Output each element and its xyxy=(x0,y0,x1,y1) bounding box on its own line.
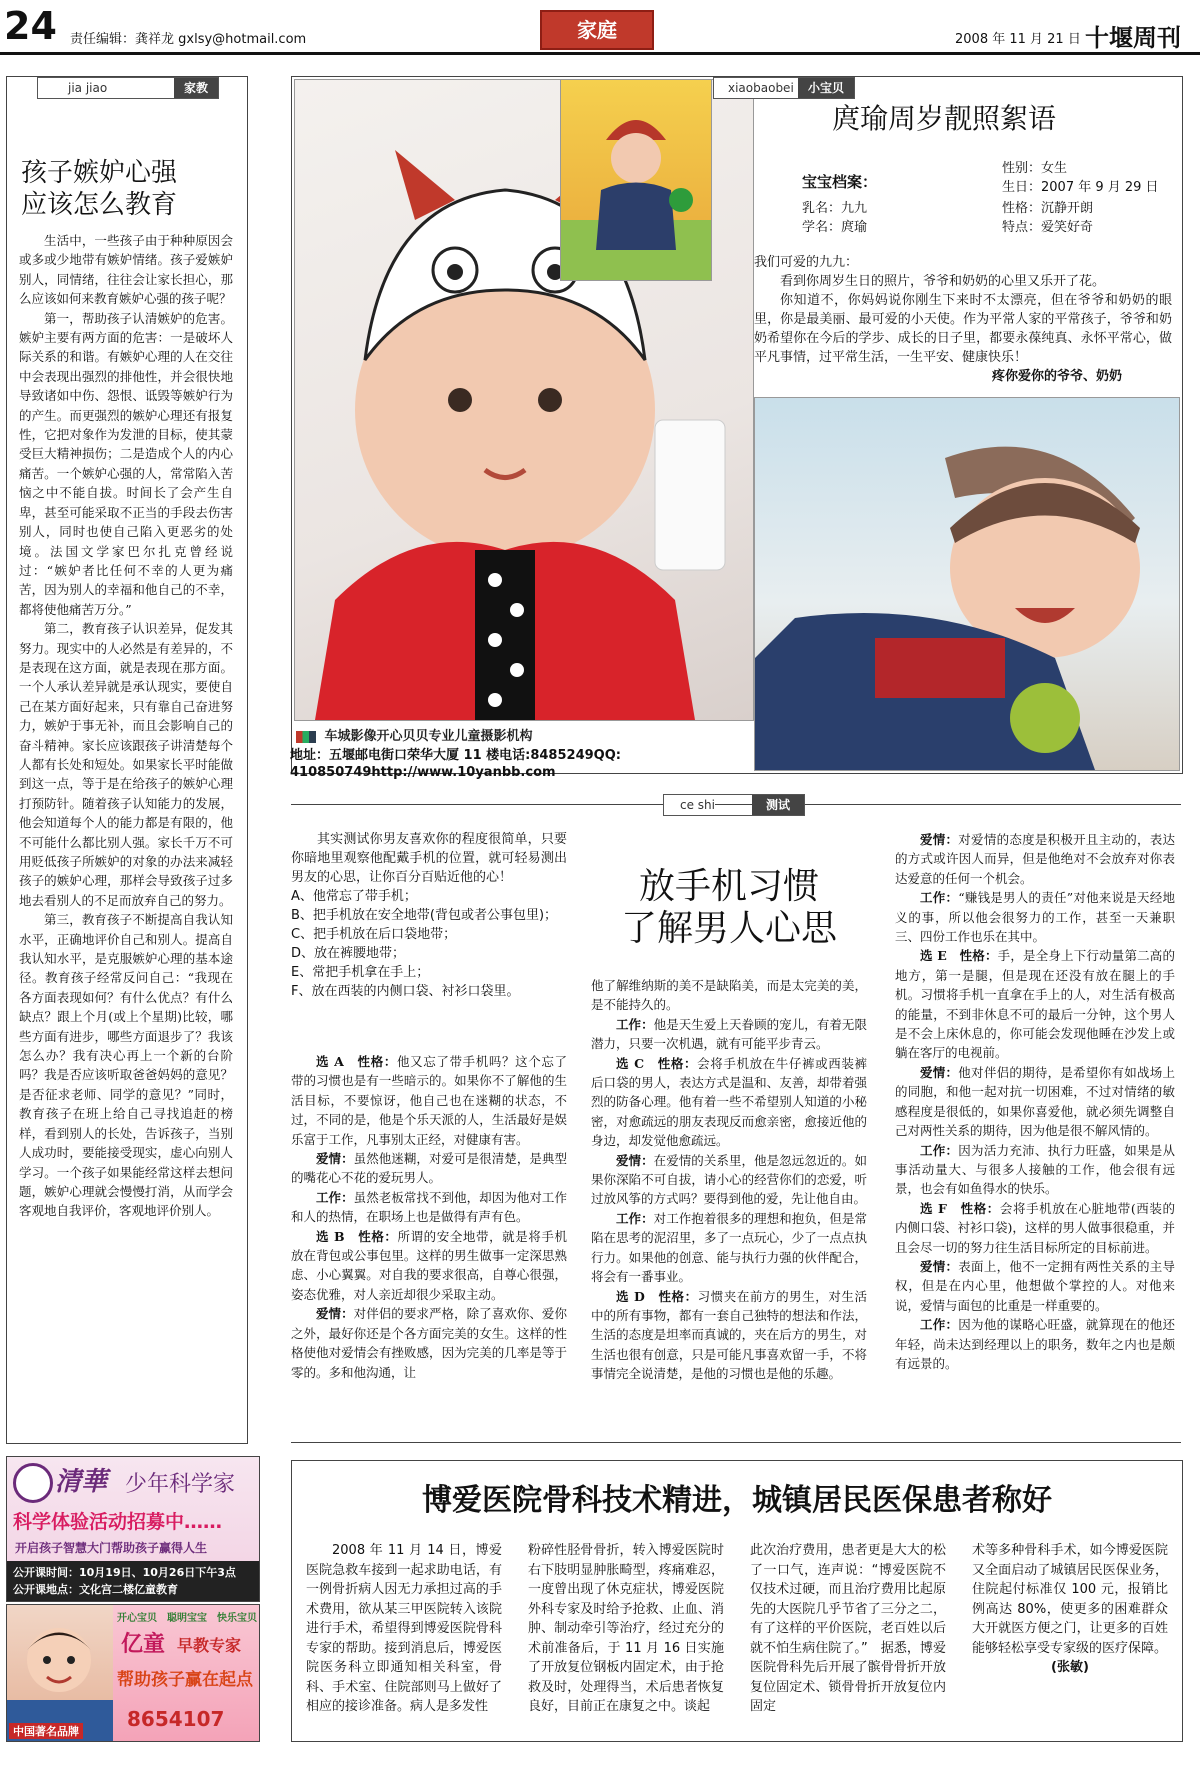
profile-label: 宝宝档案： xyxy=(802,173,878,191)
qinghua-logo: 清華 xyxy=(55,1467,108,1497)
ceshi-item-text: 手，是全身上下行动量第二高的地方，第一是腿，但是现在还没有放在腿上的手机。习惯将手机一直拿在手上的人，对生活有极高的能量，不到非休息不可的最后一分钟，这个男人是不会上床休息的，你可能会发现他睡在沙发上或躺在客厅的电视前。 xyxy=(895,948,1175,1061)
ceshi-item xyxy=(895,888,1175,946)
ceshi-item-lead: 爱情： xyxy=(616,1152,654,1168)
section-title: 家庭 xyxy=(577,18,617,42)
ceshi-title-line2: 了解男人心思 xyxy=(620,908,837,949)
hospital-column: 此次治疗费用，患者更是大大的松了一口气，连声说：“博爱医院不仅技术过硬，而且治疗费用比起原先的大医院几乎节省了三分之二，有了这样的平价医院，老百姓以后就不怕生病住院了。” 据悉，博爱医院骨科先后开展了髌骨骨折开放复位固定术、锁骨骨折开放复位内固定 xyxy=(750,1543,946,1714)
yitong-right xyxy=(113,1605,259,1741)
page-header xyxy=(0,0,1200,56)
qinghua-time: 公开课时间：10月19日、10月26日下午3点 xyxy=(13,1566,236,1579)
xiaobaobei-box xyxy=(290,76,1183,780)
ceshi-item-lead: 爱情： xyxy=(316,1151,354,1167)
jiajiao-title-line1: 孩子嫉妒心强 xyxy=(21,158,178,188)
ceshi-item xyxy=(895,830,1175,888)
issue-date: 2008 年 11 月 21 日 xyxy=(955,32,1081,47)
ceshi-item-lead: 爱情： xyxy=(920,832,959,847)
ceshi-item-text: 虽然他迷糊，对爱可是很清楚，是典型的嘴花心不花的爱玩男人。 xyxy=(291,1151,567,1186)
ceshi-item xyxy=(291,1188,567,1227)
ceshi-item-text: 习惯夹在前方的男生，对生活中的所有事物，都有一套自己独特的想法和作法，生活的态度是坦率而真诚的，夹在后方的男生，对生活也很有创意，只是可能凡事喜欢留一手，不将事情完全说清楚，是他的习惯也是他的乐趣。 xyxy=(591,1288,867,1382)
ceshi-item-lead: 工作： xyxy=(920,890,959,906)
ceshi-title xyxy=(591,866,867,950)
xiaobaobei-tag-en: xiaobaobei xyxy=(714,78,794,98)
ceshi-title-line1: 放手机习惯 xyxy=(638,866,819,907)
ceshi-item-text: 会将手机放在牛仔裤或西装裤后口袋的男人，表达方式是温和、友善，却带着强烈的防备心理。他有着一些不希望别人知道的小秘密，对愈疏远的朋友表现反而愈亲密，愈接近他的身边，却发觉他愈疏远。 xyxy=(591,1055,867,1149)
ceshi-item-text: 他对伴侣的期待，是希望你有如战场上的同胞，和他一起对抗一切困难，不过对情绪的敏感程度是很低的，如果你喜爱他，就必须先调整自己对两性关系的期待，因为他是很不解风情的。 xyxy=(895,1064,1175,1139)
qinghua-slogan: 科学体验活动招募中…… xyxy=(13,1511,223,1533)
jiajiao-paragraph: 生活中，一些孩子由于种种原因会或多或少地带有嫉妒情绪。孩子爱嫉妒别人，同情绪，往往会让家长担心，那么应该如何来教育嫉妒心强的孩子呢？ xyxy=(19,233,233,307)
baby-right-illustration-icon xyxy=(755,398,1179,770)
studio-line xyxy=(296,725,533,744)
yitong-phone: 8654107 xyxy=(127,1707,225,1731)
jiajiao-paragraph: 第三，教育孩子不断提高自我认知水平，正确地评价自己和别人。提高自我认知水平，是克服嫉妒心理的基本途径。教育孩子经常反问自己：“我现在各方面表现如何？有什么优点？有什么缺点？跟上个月(或上个星期)比较，哪些方面有进步，哪些方面退步了？我该怎么办？我有决心再上一个新的台阶吗？我是否应该听取爸爸妈妈的意见？是否征求老师、同学的意见？”同时，教育孩子在班上给自己寻找追赶的榜样，看到别人的长处，告诉孩子，当别人成功时，要能接受现实，虚心向别人学习。一个孩子如果能经常这样去想问题，嫉妒心理就会慢慢打消，从而学会客观地自我评价，客观地评价别人。 xyxy=(19,912,233,1219)
ceshi-item-text: “赚钱是男人的责任”对他来说是天经地义的事，所以他会很努力的工作，甚至一天兼职三、四份工作也乐在其中。 xyxy=(895,890,1175,945)
jiajiao-paragraph: 第二，教育孩子认识差异，促发其努力。现实中的人必然是有差异的，不是表现在这方面，就是表现在那方面。一个人承认差异就是承认现实，要使自己在某方面好起来，只有靠自己奋进努力，嫉妒于事无补，而且会影响自己的奋斗精神。家长应该跟孩子讲清楚每个人都有长处和短处。如果家长平时能做到这一点，等于是在给孩子的嫉妒心理打预防针。随着孩子认知能力的发展，他会知道每个人的能力都是有限的，他不可能什么都比别人强。家长千万不可用贬低孩子所嫉妒的对象的办法来减轻孩子的嫉妒心理，那样会导致孩子过多地去看别人的不足而放弃自己的努力。 xyxy=(19,621,233,908)
xiaobaobei-tag-cn: 小宝贝 xyxy=(798,78,854,98)
ceshi-item-lead: 选 C 性格： xyxy=(616,1055,698,1071)
studio-name: 车城影像开心贝贝专业儿童摄影机构 xyxy=(324,729,533,744)
jiajiao-title-line2: 应该怎么教育 xyxy=(21,190,178,220)
profile-formal-name: 学名：庹瑜 xyxy=(802,220,868,235)
ceshi-option: B、把手机放在安全地带(背包或者公事包里)； xyxy=(291,908,558,923)
jiajiao-box xyxy=(6,76,248,1444)
yitong-ad xyxy=(6,1604,260,1742)
section-banner xyxy=(540,10,654,50)
ceshi-col3 xyxy=(895,830,1175,1373)
jiajiao-title xyxy=(21,157,177,221)
ceshi-item xyxy=(895,1315,1175,1373)
letter-block xyxy=(754,253,1172,386)
baby-photo-right xyxy=(754,397,1180,771)
letter-paragraph: 看到你周岁生日的照片，爷爷和奶奶的心里又乐开了花。 xyxy=(780,274,1106,289)
ceshi-item-lead: 工作： xyxy=(316,1189,354,1205)
jiajiao-tag-en: jia jiao xyxy=(38,78,107,98)
ceshi-option: F、放在西装的内侧口袋、衬衫口袋里。 xyxy=(291,984,520,999)
ceshi-item xyxy=(895,1199,1175,1257)
ceshi-item-lead: 工作： xyxy=(920,1142,959,1158)
ceshi-item-text: 对工作抱着很多的理想和抱负，但是常陷在思考的泥沼里，多了一点玩心，少了一点点执行力。如果他的创意、能与执行力强的伙伴配合，将会有一番事业。 xyxy=(591,1210,867,1285)
ceshi-item xyxy=(591,1054,867,1151)
letter-sign: 疼你爱你的爷爷、奶奶 xyxy=(991,369,1122,384)
ceshi-item-text: 因为活力充沛、执行力旺盛，如果是从事活动量大、与很多人接触的工作，他会很有远景，也会有如鱼得水的快乐。 xyxy=(895,1142,1175,1197)
ceshi-option: E、常把手机拿在手上； xyxy=(291,965,430,980)
qinghua-place: 公开课地点：文化宫二楼亿童教育 xyxy=(13,1583,178,1596)
baby-small-illustration-icon xyxy=(561,80,711,280)
jiajiao-tag-cn: 家教 xyxy=(174,78,218,98)
ceshi-item xyxy=(591,1209,867,1287)
ceshi-item-lead: 选 F 性格： xyxy=(920,1200,1000,1216)
hospital-column-text: 术等多种骨科手术，如今博爱医院又全面启动了城镇居民医保业务，住院起付标准仅 100 元，报销比例高达 80%，使更多的困难群众大开就医方便之门，让更多的百姓能够轻松享受专家级的医疗保障。 xyxy=(972,1543,1168,1656)
ceshi-item-text: 他是天生爱上天眷顾的宠儿，有着无限潜力，只要一次机遇，就有可能平步青云。 xyxy=(591,1016,867,1052)
ceshi-tag-en: ce shi xyxy=(664,795,715,815)
hospital-column: 粉碎性胫骨骨折，转入博爱医院时右下肢明显肿胀畸型，疼痛难忍，一度曾出现了休克症状，博爱医院外科专家及时给予抢救、止血、消肿、制动牵引等治疗，经过充分的术前准备后，于 11 月 16 日实施了开放复位钢板内固定术，由于抢救及时，处理得当，术后患者恢复良好，目前正在康复之中。谈起 xyxy=(528,1543,724,1714)
qinghua-emblem-icon xyxy=(13,1463,53,1503)
yitong-sub: 早教专家 xyxy=(177,1636,242,1655)
ceshi-item-text: 对伴侣的要求严格，除了喜欢你、爱你之外，最好你还是个各方面完美的女生。这样的性格使他对爱情会有挫败感，因为完美的几率是等于零的。多和他沟通，让 xyxy=(291,1306,567,1380)
ceshi-item-lead: 工作： xyxy=(616,1016,654,1032)
studio-logo-icon xyxy=(296,731,316,743)
qinghua-sub: 开启孩子智慧大门帮助孩子赢得人生 xyxy=(15,1541,208,1555)
ceshi-item xyxy=(895,1257,1175,1315)
header-rule xyxy=(0,52,1200,55)
ceshi-item-lead: 选 A 性格： xyxy=(316,1054,397,1069)
ceshi-item xyxy=(591,1287,867,1384)
ceshi-item xyxy=(291,1304,567,1382)
ceshi-item-text: 因为他的谋略心旺盛，就算现在的他还年轻，尚未达到经理以上的职务，数年之内也是颇有远景的。 xyxy=(895,1317,1175,1371)
ceshi-item xyxy=(591,1151,867,1209)
ceshi-item-lead: 选 D 性格： xyxy=(616,1288,698,1304)
ceshi-item-text: 虽然老板常找不到他，却因为他对工作和人的热情，在职场上也是做得有声有色。 xyxy=(291,1189,567,1225)
profile-personality: 性格：沉静开朗 xyxy=(1002,201,1094,216)
baby-photo-small xyxy=(560,79,712,281)
ceshi-col1 xyxy=(291,1052,567,1382)
ceshi-item-text: 表面上，他不一定拥有两性关系的主导权，但是在内心里，他想做个掌控的人。对他来说，爱情与面包的比重是一样重要的。 xyxy=(895,1258,1175,1313)
ceshi-option: D、放在裤腰地带； xyxy=(291,946,406,961)
jiajiao-tag xyxy=(37,77,219,99)
ceshi-item-text: 所谓的安全地带，就是将手机放在背包或公事包里。这样的男生做事一定深思熟虑、小心翼翼。对自我的要求很高，自尊心很强，姿态优雅，对人亲近却很少采取主动。 xyxy=(291,1228,567,1302)
jiajiao-body xyxy=(19,231,233,1221)
letter-paragraph: 你知道不，你妈妈说你刚生下来时不太漂亮，但在爷爷和奶奶的眼里，你是最美丽、最可爱的小天使。作为平常人家的平常孩子，爷爷和奶奶希望你在今后的学步、成长的日子里，都要永葆纯真、永怀平常心，做平凡事情，过平常生活，一生平安、健康快乐！ xyxy=(754,293,1172,365)
ceshi-item xyxy=(591,1015,867,1054)
ceshi-item-lead: 选 E 性格： xyxy=(920,948,998,964)
profile-gender: 性别：女生 xyxy=(1002,161,1068,176)
ceshi-item-text: 会将手机放在心脏地带(西装的内侧口袋、衬衫口袋)，这样的男人做事很稳重，并且会尽一切的努力往生活目标所定的目标前进。 xyxy=(895,1200,1175,1255)
ceshi-intro: 其实测试你男友喜欢你的程度很简单，只要你暗地里观察他配戴手机的位置，就可轻易测出男友的心思，让你百分百贴近他的心！ xyxy=(291,832,567,885)
qinghua-info xyxy=(7,1561,259,1601)
qinghua-ad xyxy=(6,1456,260,1602)
jiajiao-paragraph: 第一，帮助孩子认清嫉妒的危害。嫉妒主要有两方面的危害：一是破坏人际关系的和谐。有嫉妒心理的人在交往中会表现出强烈的排他性，并会很快地导致诸如中伤、怨恨、诋毁等嫉妒行为的产生。而更强烈的嫉妒心理还有报复性，它把对象作为发泄的目标，使其蒙受巨大精神损伤；二是造成个人的内心痛苦。一个嫉妒心强的人，常常陷入苦恼之中不能自拔。时间长了会产生自卑，甚至可能采取不正当的手段去伤害别人，同时也使自己陷入更恶劣的处境。法国文学家巴尔扎克曾经说过：“嫉妒者比任何不幸的人更为痛苦，因为别人的幸福和他自己的不幸，都将使他痛苦万分。” xyxy=(19,310,233,617)
ceshi-item xyxy=(591,976,867,1015)
profile-trait: 特点：爱笑好奇 xyxy=(1002,220,1094,235)
qinghua-title: 少年科学家 xyxy=(125,1472,236,1497)
ceshi-item-lead: 爱情： xyxy=(920,1258,959,1274)
ceshi-option: C、把手机放在后口袋地带； xyxy=(291,927,457,942)
hospital-box xyxy=(291,1460,1183,1742)
hospital-column xyxy=(972,1541,1168,1678)
yitong-top: 开心宝贝 聪明宝宝 快乐宝贝 xyxy=(117,1613,257,1624)
hospital-headline: 博爱医院骨科技术精进，城镇居民医保患者称好 xyxy=(422,1483,1052,1518)
ceshi-item-text: 他了解维纳斯的美不是缺陷美，而是太完美的美，是不能持久的。 xyxy=(591,978,867,1013)
ceshi-item xyxy=(291,1052,567,1149)
kid-photo xyxy=(7,1605,113,1741)
yitong-brand: 中国著名品牌 xyxy=(9,1723,83,1739)
page-number: 24 xyxy=(4,4,57,48)
letter-greeting: 我们可爱的九九： xyxy=(754,255,859,270)
ceshi-item-lead: 工作： xyxy=(920,1317,959,1333)
hospital-author: (张敏) xyxy=(1051,1660,1089,1675)
ceshi-item-lead: 爱情： xyxy=(316,1306,354,1322)
address-line2: 410850749http://www.10yanbb.com xyxy=(290,765,556,780)
ceshi-col2 xyxy=(591,976,867,1384)
ceshi-item xyxy=(895,1063,1175,1141)
profile-nickname: 乳名：九九 xyxy=(802,201,868,216)
ceshi-tag xyxy=(663,794,805,816)
ceshi-item xyxy=(291,1149,567,1188)
yitong-slogan: 帮助孩子赢在起点 xyxy=(117,1670,253,1690)
ceshi-item-lead: 工作： xyxy=(616,1210,654,1226)
editor-line: 责任编辑：龚祥龙 gxlsy@hotmail.com xyxy=(70,32,307,47)
address-line1: 地址：五堰邮电街口荣华大厦 11 楼电话:8485249QQ: xyxy=(290,748,621,763)
hospital-column: 2008 年 11 月 14 日，博爱医院急救车接到一起求助电话，有一例骨折病人因无力承担过高的手术费用，欲从某三甲医院转入该院进行手术，希望得到博爱医院骨科专家的帮助。接到消息后，博爱医院医务科立即通知相关科室，骨科、手术室、住院部则马上做好了相应的接诊准备。病人是多发性 xyxy=(306,1543,502,1714)
paper-name: 十堰周刊 xyxy=(1085,23,1181,52)
ceshi-item-text: 在爱情的关系里，他是忽远忽近的。如果你深陷不可自拔，请小心的经营你们的恋爱，听过放风筝的方式吗？要得到他的爱，先让他自由。 xyxy=(591,1152,867,1207)
xiaobaobei-title: 庹瑜周岁靓照絮语 xyxy=(832,102,1057,135)
ceshi-item-lead: 选 B 性格： xyxy=(316,1228,398,1244)
ceshi-intro-col xyxy=(291,830,567,1001)
ceshi-item-lead: 爱情： xyxy=(920,1064,959,1080)
ceshi-box xyxy=(291,790,1181,1443)
studio-address xyxy=(290,747,621,781)
xiaobaobei-tag xyxy=(713,77,855,99)
ceshi-tag-cn: 测试 xyxy=(752,795,804,815)
profile-birthday: 生日：2007 年 9 月 29 日 xyxy=(1002,180,1159,195)
ceshi-item xyxy=(291,1227,567,1305)
kid-face-icon xyxy=(7,1605,113,1741)
ceshi-item xyxy=(895,946,1175,1062)
ceshi-option: A、他常忘了带手机； xyxy=(291,889,417,904)
ceshi-item-text: 对爱情的态度是积极开且主动的，表达的方式或许因人而异，但是他绝对不会放弃对你表达爱意的任何一个机会。 xyxy=(895,832,1175,886)
ceshi-item-text: 他又忘了带手机吗？这个忘了带的习惯也是有一些暗示的。如果你不了解他的生活目标，不要惊讶，他自己也在迷糊的状态，不过，不同的是，他是个乐天派的人，生活最好是娱乐富于工作，凡事别太正经，对健康有害。 xyxy=(291,1054,567,1147)
ceshi-item xyxy=(895,1141,1175,1199)
yitong-logo: 亿童 xyxy=(121,1632,166,1657)
